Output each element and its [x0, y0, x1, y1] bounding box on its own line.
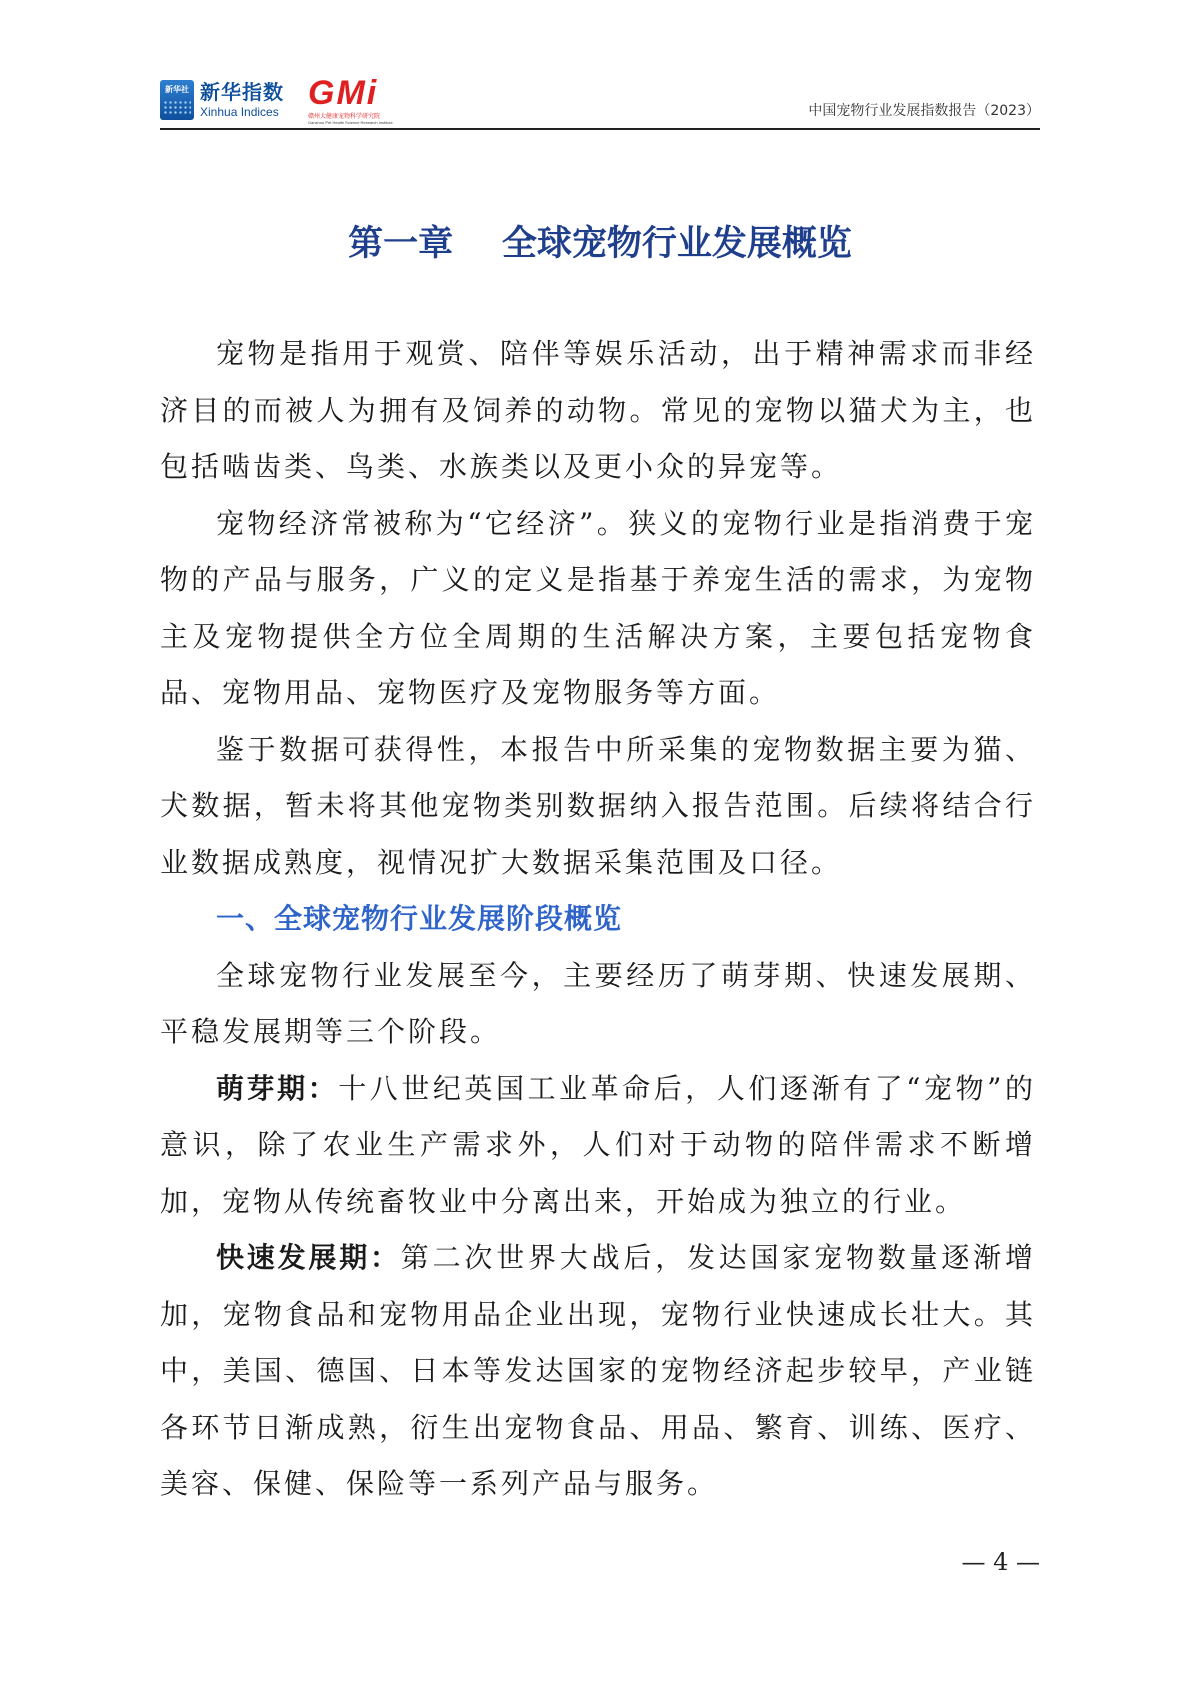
chapter-title: 第一章 全球宠物行业发展概览 — [348, 224, 852, 264]
header-divider — [160, 128, 1040, 130]
page-number: — 4 — — [961, 1548, 1040, 1576]
stage-label: 萌芽期： — [216, 1071, 339, 1105]
report-title: 中国宠物行业发展指数报告（2023） — [808, 103, 1040, 119]
dot-pattern-icon — [163, 100, 191, 116]
gmi-logo — [308, 74, 438, 125]
paragraph-data-scope: 鉴于数据可获得性，本报告中所采集的宠物数据主要为猫、犬数据，暂未将其他宠物类别数据纳入报告范围。后续将结合行业数据成熟度，视情况扩大数据采集范围及口径。 — [160, 732, 1036, 879]
stage-paragraph-sprout — [160, 1061, 1036, 1231]
stage-paragraph-rapid — [160, 1230, 1036, 1513]
gmi-institute-en: Ganzhou Pet Health Science Research Institute — [308, 120, 393, 125]
section-heading: 一、全球宠物行业发展阶段概览 — [216, 902, 623, 935]
stage-text: 十八世纪英国工业革命后，人们逐渐有了“宠物”的意识，除了农业生产需求外，人们对于动物的陪伴需求不断增加，宠物从传统畜牧业中分离出来，开始成为独立的行业。 — [160, 1071, 1036, 1218]
stage-label: 快速发展期： — [216, 1241, 401, 1274]
gmi-institute-cn: 赣州大健康宠物科学研究院 — [308, 113, 381, 120]
paragraph-pet-economy: 宠物经济常被称为“它经济”。狭义的宠物行业是指消费于宠物的产品与服务，广义的定义是指基于养宠生活的需求，为宠物主及宠物提供全方位全周期的生活解决方案，主要包括宠物食品、宠物用品、宠物医疗及宠物服务等方面。 — [160, 506, 1036, 709]
xinhua-name-cn: 新华指数 — [200, 80, 284, 104]
paragraph-pet-definition: 宠物是指用于观赏、陪伴等娱乐活动，出于精神需求而非经济目的而被人为拥有及饲养的动物。常见的宠物以猫犬为主，也包括啮齿类、鸟类、水族类以及更小众的异宠等。 — [160, 337, 1036, 483]
xinhua-mark-text: 新华社 — [165, 85, 189, 94]
page-header — [160, 72, 1040, 128]
xinhua-name-en: Xinhua Indices — [200, 105, 279, 119]
document-body — [160, 326, 1036, 1513]
gmi-logo-letters: GMi — [308, 74, 379, 112]
xinhua-logo-mark-icon — [160, 80, 194, 120]
stage-text: 第二次世界大战后，发达国家宠物数量逐渐增加，宠物食品和宠物用品企业出现，宠物行业快速成长壮大。其中，美国、德国、日本等发达国家的宠物经济起步较早，产业链各环节日渐成熟，衍生出宠物食品、用品、繁育、训练、医疗、美容、保健、保险等一系列产品与服务。 — [160, 1241, 1036, 1500]
xinhua-indices-logo — [160, 80, 284, 120]
section-intro: 全球宠物行业发展至今，主要经历了萌芽期、快速发展期、平稳发展期等三个阶段。 — [160, 958, 1036, 1048]
